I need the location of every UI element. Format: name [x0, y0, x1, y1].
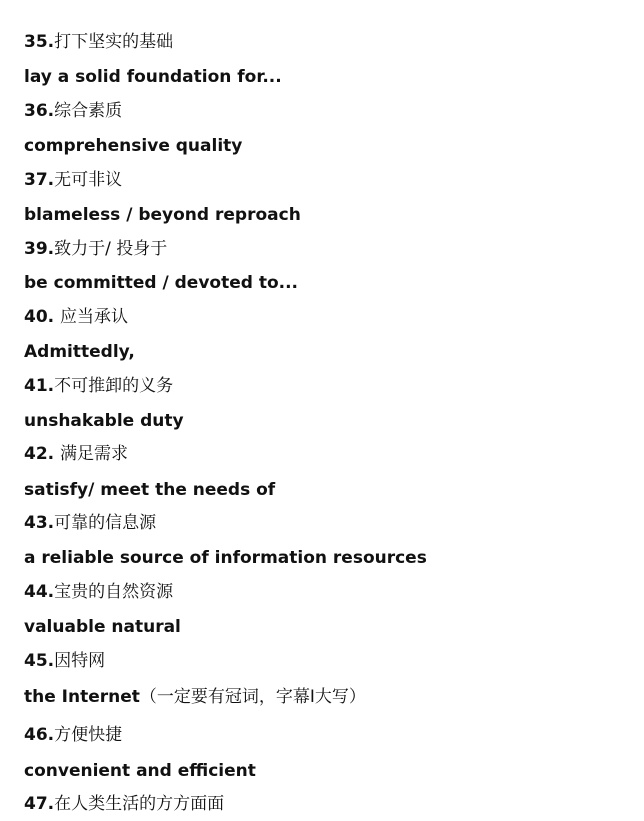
entry-number: 37. [24, 170, 55, 190]
entry-47-chinese [24, 793, 224, 815]
english-phrase: the Internet [24, 687, 140, 707]
entry-43-chinese [24, 512, 156, 534]
entry-42-chinese [24, 443, 128, 465]
entry-41-chinese [24, 375, 173, 397]
english-phrase: comprehensive quality [24, 136, 243, 156]
chinese-phrase: 致力于/ 投身于 [54, 239, 168, 259]
entry-39-english [24, 272, 298, 294]
entry-number: 43. [24, 513, 55, 533]
entry-36-english [24, 135, 242, 157]
usage-note: （一定要有冠词，字幕I大写） [139, 687, 366, 707]
chinese-phrase: 打下坚实的基础 [54, 32, 174, 52]
entry-number: 39. [24, 239, 55, 259]
english-phrase: valuable natural [24, 617, 181, 637]
chinese-phrase: 满足需求 [60, 444, 129, 464]
chinese-phrase: 在人类生活的方方面面 [54, 794, 225, 814]
entry-35-chinese [24, 31, 173, 53]
entry-35-english [24, 66, 282, 88]
entry-number: 44. [24, 582, 55, 602]
entry-40-english [24, 341, 135, 363]
entry-42-english [24, 479, 275, 501]
chinese-phrase: 综合素质 [54, 101, 123, 121]
entry-number: 36. [24, 101, 55, 121]
english-phrase: satisfy/ meet the needs of [24, 480, 276, 500]
entry-41-english [24, 410, 184, 432]
entry-37-chinese [24, 169, 122, 191]
english-phrase: blameless / beyond reproach [24, 205, 301, 225]
entry-number: 41. [24, 376, 55, 396]
entry-46-chinese [24, 724, 122, 746]
entry-44-english [24, 616, 181, 638]
chinese-phrase: 宝贵的自然资源 [54, 582, 174, 602]
english-phrase: a reliable source of information resources [24, 548, 427, 568]
chinese-phrase: 应当承认 [60, 307, 129, 327]
english-phrase: be committed / devoted to... [24, 273, 299, 293]
chinese-phrase: 因特网 [54, 651, 106, 671]
english-phrase: lay a solid foundation for... [24, 67, 282, 87]
entry-number: 42. [24, 444, 61, 464]
chinese-phrase: 可靠的信息源 [54, 513, 157, 533]
entry-36-chinese [24, 100, 122, 122]
entry-37-english [24, 204, 301, 226]
chinese-phrase: 不可推卸的义务 [54, 376, 174, 396]
entry-44-chinese [24, 581, 173, 603]
entry-40-chinese [24, 306, 128, 328]
entry-46-english [24, 760, 256, 782]
entry-number: 35. [24, 32, 55, 52]
entry-number: 46. [24, 725, 55, 745]
entry-number: 45. [24, 651, 55, 671]
entry-45-english [24, 686, 366, 708]
english-phrase: Admittedly, [24, 342, 135, 362]
entry-39-chinese [24, 238, 167, 260]
entry-number: 40. [24, 307, 61, 327]
entry-45-chinese [24, 650, 105, 672]
entry-number: 47. [24, 794, 55, 814]
chinese-phrase: 无可非议 [54, 170, 123, 190]
entry-43-english [24, 547, 427, 569]
english-phrase: convenient and efficient [24, 761, 256, 781]
english-phrase: unshakable duty [24, 411, 184, 431]
chinese-phrase: 方便快捷 [54, 725, 123, 745]
